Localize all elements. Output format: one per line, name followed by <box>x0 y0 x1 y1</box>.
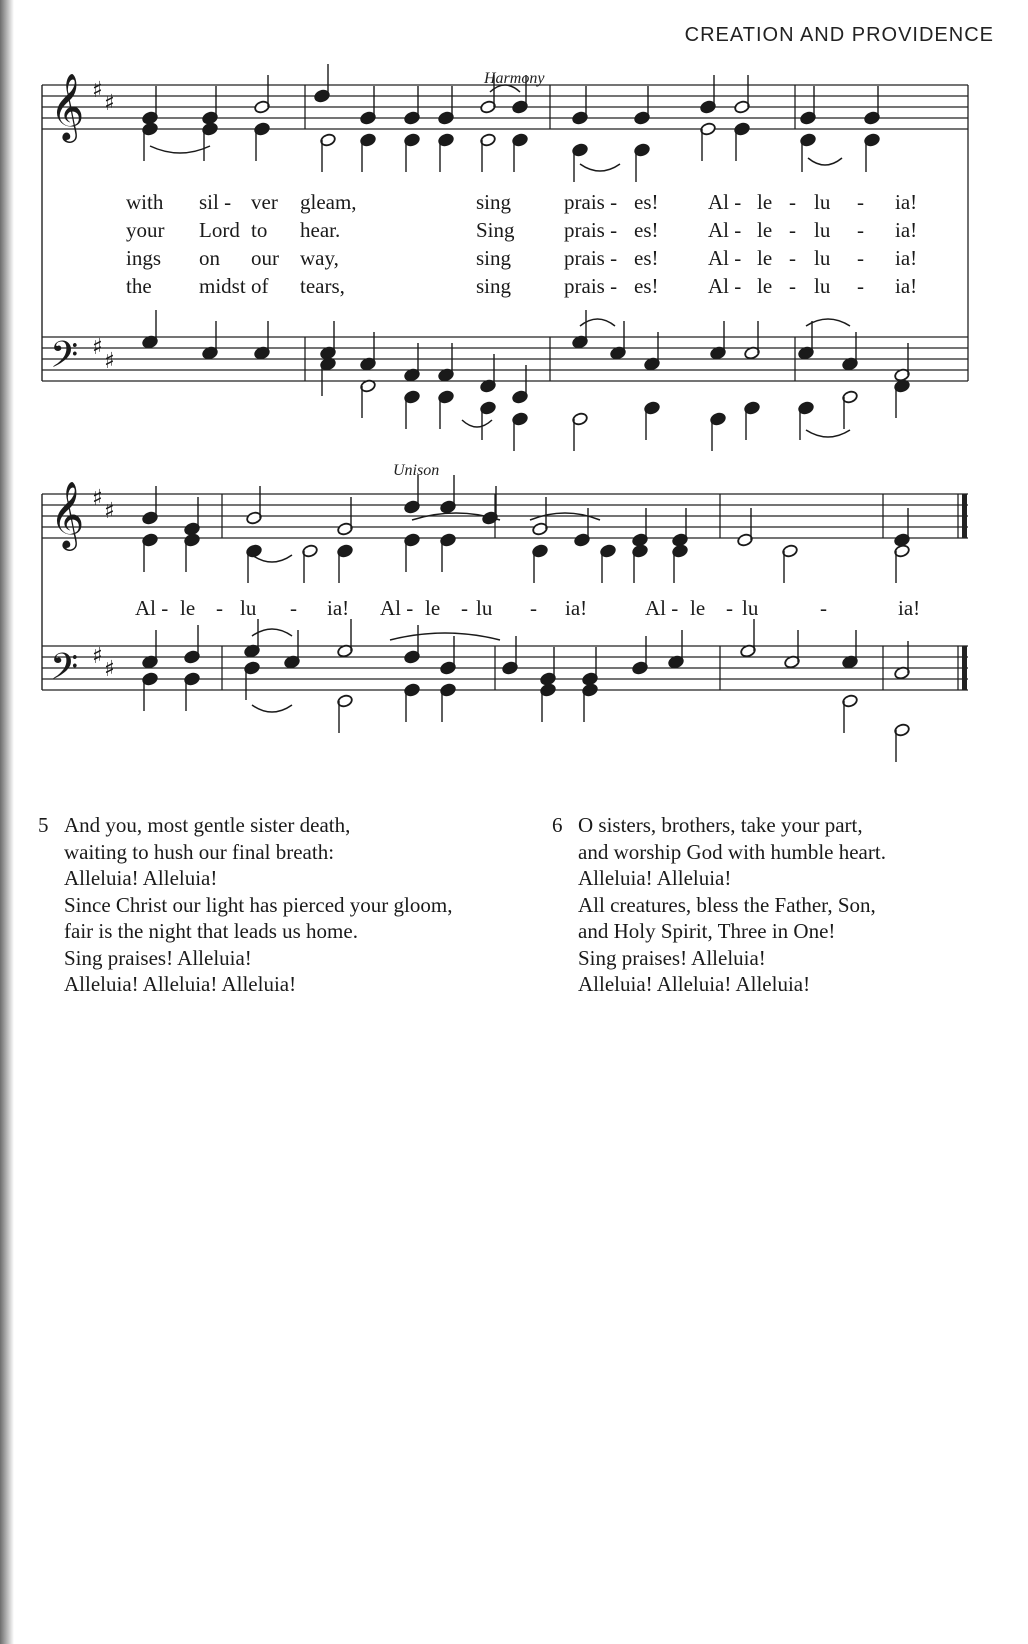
lyric-syllable: - <box>820 596 827 620</box>
lyric-syllable: Sing <box>476 218 515 242</box>
lyric-syllable: es! <box>634 274 659 298</box>
lyric-syllable: prais - <box>564 274 618 298</box>
lyric-syllable: le <box>757 246 773 270</box>
lyric-syllable: ia! <box>895 190 918 214</box>
svg-text:♯: ♯ <box>104 657 115 682</box>
lyric-syllable: lu <box>742 596 759 620</box>
lyric-syllable: sing <box>476 246 512 270</box>
lyric-syllable: tears, <box>300 274 345 298</box>
lyric-syllable: Al - <box>708 190 742 214</box>
svg-text:♯: ♯ <box>104 349 115 374</box>
lyric-syllable: le <box>690 596 706 620</box>
lyric-syllable: - <box>789 218 796 242</box>
lyric-syllable: ia! <box>895 218 918 242</box>
lyric-syllable: our <box>251 246 279 270</box>
lyric-syllable: your <box>126 218 165 242</box>
lyric-syllable: - <box>789 190 796 214</box>
direction-harmony: Harmony <box>484 70 545 87</box>
lyric-syllable: - <box>857 218 864 242</box>
lyric-syllable: Al - <box>708 274 742 298</box>
svg-text:♯: ♯ <box>92 78 103 103</box>
music-notation <box>0 0 1028 780</box>
lyric-syllable: - <box>726 596 733 620</box>
section-title: CREATION AND PROVIDENCE <box>684 24 994 46</box>
lyric-syllable: lu <box>814 274 831 298</box>
lyric-syllable: ver <box>251 190 278 214</box>
lyric-syllable: lu <box>814 246 831 270</box>
svg-text:♯: ♯ <box>104 499 115 524</box>
stanza-line: Sing praises! Alleluia! <box>578 945 766 970</box>
lyric-syllable: sing <box>476 190 512 214</box>
lyric-syllable: ia! <box>895 274 918 298</box>
lyric-syllable: - <box>216 596 223 620</box>
stanza-5 <box>38 812 452 998</box>
lyric-syllable: of <box>251 274 269 298</box>
stanza-line: and worship God with humble heart. <box>578 839 886 864</box>
lyric-syllable: - <box>530 596 537 620</box>
lyric-syllable: le <box>180 596 196 620</box>
lyric-syllable: - <box>857 274 864 298</box>
lyric-syllable: ia! <box>565 596 588 620</box>
stanza-line: All creatures, bless the Father, Son, <box>578 892 876 917</box>
lyric-syllable: le <box>757 218 773 242</box>
lyric-syllable: the <box>126 274 152 298</box>
lyric-syllable: lu <box>814 190 831 214</box>
svg-text:𝄞: 𝄞 <box>50 72 85 140</box>
svg-text:𝄞: 𝄞 <box>50 480 85 548</box>
lyric-syllable: le <box>757 274 773 298</box>
lyric-syllable: on <box>199 246 220 270</box>
svg-text:𝄢: 𝄢 <box>50 334 79 385</box>
lyric-syllable: with <box>126 190 164 214</box>
lyric-syllable: le <box>425 596 441 620</box>
lyric-syllable: Al - <box>708 218 742 242</box>
stanza-line: Alleluia! Alleluia! Alleluia! <box>578 972 811 996</box>
lyric-syllable: - <box>290 596 297 620</box>
svg-text:♯: ♯ <box>104 91 115 116</box>
lyric-syllable: gleam, <box>300 190 357 214</box>
lyric-syllable: prais - <box>564 218 618 242</box>
lyric-syllable: prais - <box>564 246 618 270</box>
stanza-line: And you, most gentle sister death, <box>64 813 351 837</box>
stanza-line: fair is the night that leads us home. <box>64 919 358 943</box>
lyric-syllable: ia! <box>895 246 918 270</box>
lyric-syllable: es! <box>634 218 659 242</box>
lyric-syllable: sil - <box>199 190 232 214</box>
stanza-6 <box>552 812 886 998</box>
lyric-syllable: ia! <box>898 596 921 620</box>
lyric-syllable: - <box>789 274 796 298</box>
lyric-syllable: Lord <box>199 218 240 242</box>
lyric-syllable: midst <box>199 274 246 298</box>
lyric-syllable: to <box>251 218 268 242</box>
stanza-line: Alleluia! Alleluia! Alleluia! <box>64 972 297 996</box>
lyric-syllable: Al - <box>380 596 414 620</box>
lyric-syllable: way, <box>300 246 339 270</box>
lyric-syllable: le <box>757 190 773 214</box>
lyric-syllable: lu <box>814 218 831 242</box>
lyric-syllable: lu <box>240 596 257 620</box>
lyric-syllable: - <box>789 246 796 270</box>
stanza-line: Alleluia! Alleluia! <box>64 866 218 890</box>
lyric-syllable: Al - <box>135 596 169 620</box>
lyric-syllable: ings <box>126 246 162 270</box>
stanza-number: 5 <box>38 813 49 837</box>
lyric-syllable: sing <box>476 274 512 298</box>
stanza-number: 6 <box>552 813 563 837</box>
stanza-line: Alleluia! Alleluia! <box>578 866 732 890</box>
stanza-line: and Holy Spirit, Three in One! <box>578 919 836 943</box>
svg-text:𝄢: 𝄢 <box>50 646 79 697</box>
svg-text:♯: ♯ <box>92 486 103 511</box>
lyric-syllable: - <box>461 596 468 620</box>
stanza-line: Since Christ our light has pierced your gloom, <box>64 892 453 917</box>
lyric-syllable: Al - <box>708 246 742 270</box>
lyric-syllable: - <box>857 246 864 270</box>
lyric-syllable: - <box>857 190 864 214</box>
svg-text:♯: ♯ <box>92 644 103 669</box>
lyric-syllable: prais - <box>564 190 618 214</box>
lyric-syllable: Al - <box>645 596 679 620</box>
stanza-line: waiting to hush our final breath: <box>64 839 335 864</box>
svg-text:♯: ♯ <box>92 335 103 360</box>
lyric-syllable: hear. <box>300 218 341 242</box>
stanza-line: O sisters, brothers, take your part, <box>578 813 863 837</box>
lyric-syllable: lu <box>476 596 493 620</box>
lyric-syllable: es! <box>634 190 659 214</box>
direction-unison: Unison <box>393 462 440 479</box>
lyric-syllable: ia! <box>327 596 350 620</box>
lyric-syllable: es! <box>634 246 659 270</box>
stanza-line: Sing praises! Alleluia! <box>64 945 252 970</box>
